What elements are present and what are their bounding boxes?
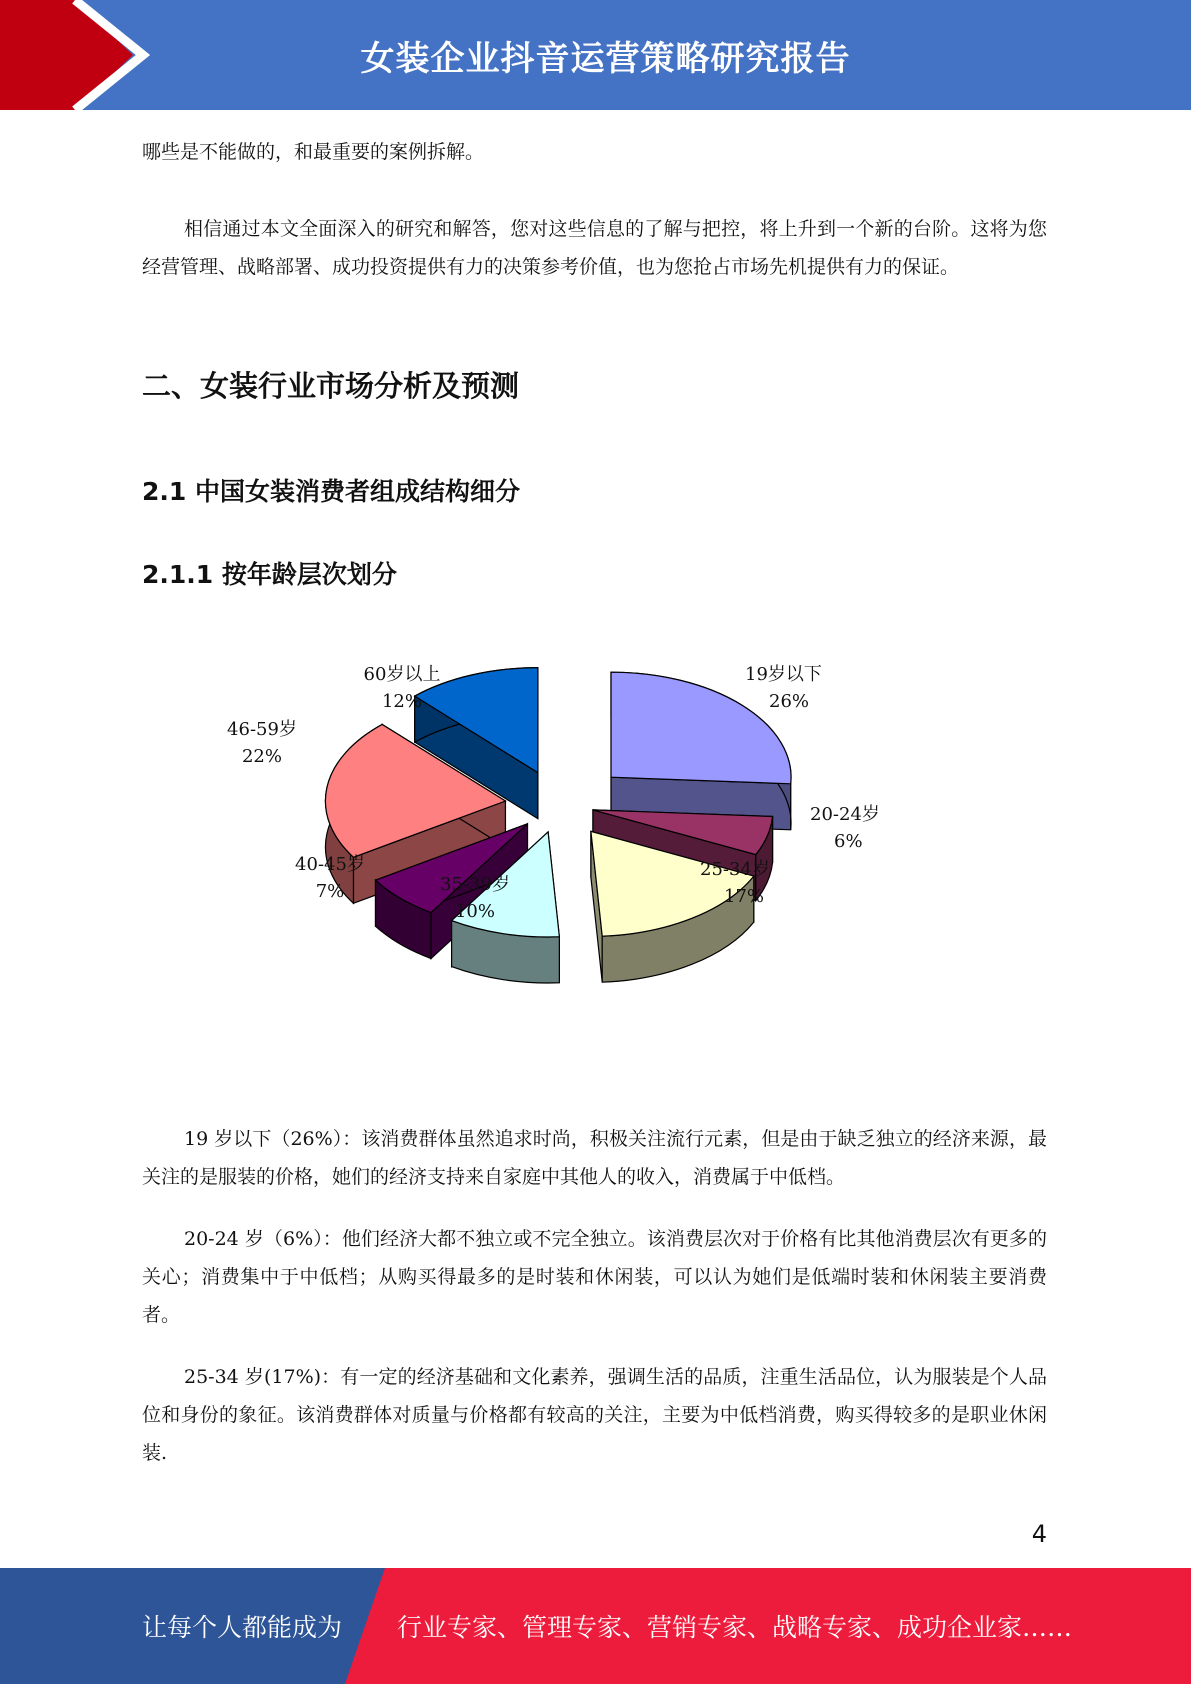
slice-value-label: 6% [834, 831, 863, 852]
page-number: 4 [1031, 1520, 1047, 1548]
footer-slogan-left: 让每个人都能成为 [142, 1613, 343, 1642]
intro-paragraph-1: 哪些是不能做的，和最重要的案例拆解。 [142, 141, 485, 163]
intro-paragraph-2: 相信通过本文全面深入的研究和解答，您对这些信息的了解与把控，将上升到一个新的台阶。这将为您经营管理、战略部署、成功投资提供有力的决策参考价值，也为您抢占市场先机提供有力的保证。 [142, 218, 1047, 278]
slice-label: 25-34岁 [700, 859, 770, 880]
paragraph-20-24: 20-24 岁（6%）：他们经济大都不独立或不完全独立。该消费层次对于价格有比其他消费层次有更多的关心；消费集中于中低档；从购买得最多的是时装和休闲装，可以认为她们是低端时装和休闲装主要消费者。 [142, 1228, 1047, 1326]
slice-value-label: 26% [769, 691, 810, 712]
slice-label: 35-39岁 [440, 874, 510, 895]
subsubsection-heading: 2.1.1 按年龄层次划分 [142, 560, 397, 589]
intro-block [142, 133, 1047, 171]
section-heading: 二、女装行业市场分析及预测 [142, 369, 520, 403]
page-header [0, 0, 1191, 110]
slice-value-label: 17% [724, 886, 765, 907]
paragraph-25-34: 25-34 岁(17%)：有一定的经济基础和文化素养，强调生活的品质，注重生活品位，认为服装是个人品位和身份的象征。该消费群体对质量与价格都有较高的关注，主要为中低档消费，购买得较多的是职业休闲装. [142, 1366, 1047, 1464]
slice-value-label: 10% [454, 901, 496, 922]
footer-slogan-right: 行业专家、管理专家、营销专家、战略专家、成功企业家…… [397, 1613, 1073, 1642]
slice-value-label: 7% [315, 881, 345, 902]
slice-value-label: 12% [381, 691, 423, 712]
pie-slice-0 [611, 672, 791, 830]
slice-label: 19岁以下 [745, 664, 822, 685]
description-block [142, 1120, 1047, 1472]
age-pie-chart [200, 664, 920, 1000]
slice-label: 60岁以上 [363, 664, 441, 685]
subsection-heading: 2.1 中国女装消费者组成结构细分 [142, 477, 520, 506]
slice-label: 40-45岁 [295, 854, 365, 875]
pie-chart-svg [200, 664, 920, 1000]
slice-value-label: 22% [241, 746, 283, 767]
intro-block-2 [142, 210, 1047, 286]
document-title: 女装企业抖音运营策略研究报告 [360, 38, 851, 79]
paragraph-under-19: 19 岁以下（26%）：该消费群体虽然追求时尚，积极关注流行元素，但是由于缺乏独立的经济来源，最关注的是服装的价格，她们的经济支持来自家庭中其他人的收入，消费属于中低档。 [142, 1128, 1047, 1188]
pie-slice-top [611, 672, 791, 784]
slice-label: 20-24岁 [810, 804, 880, 825]
slice-label: 46-59岁 [227, 719, 297, 740]
